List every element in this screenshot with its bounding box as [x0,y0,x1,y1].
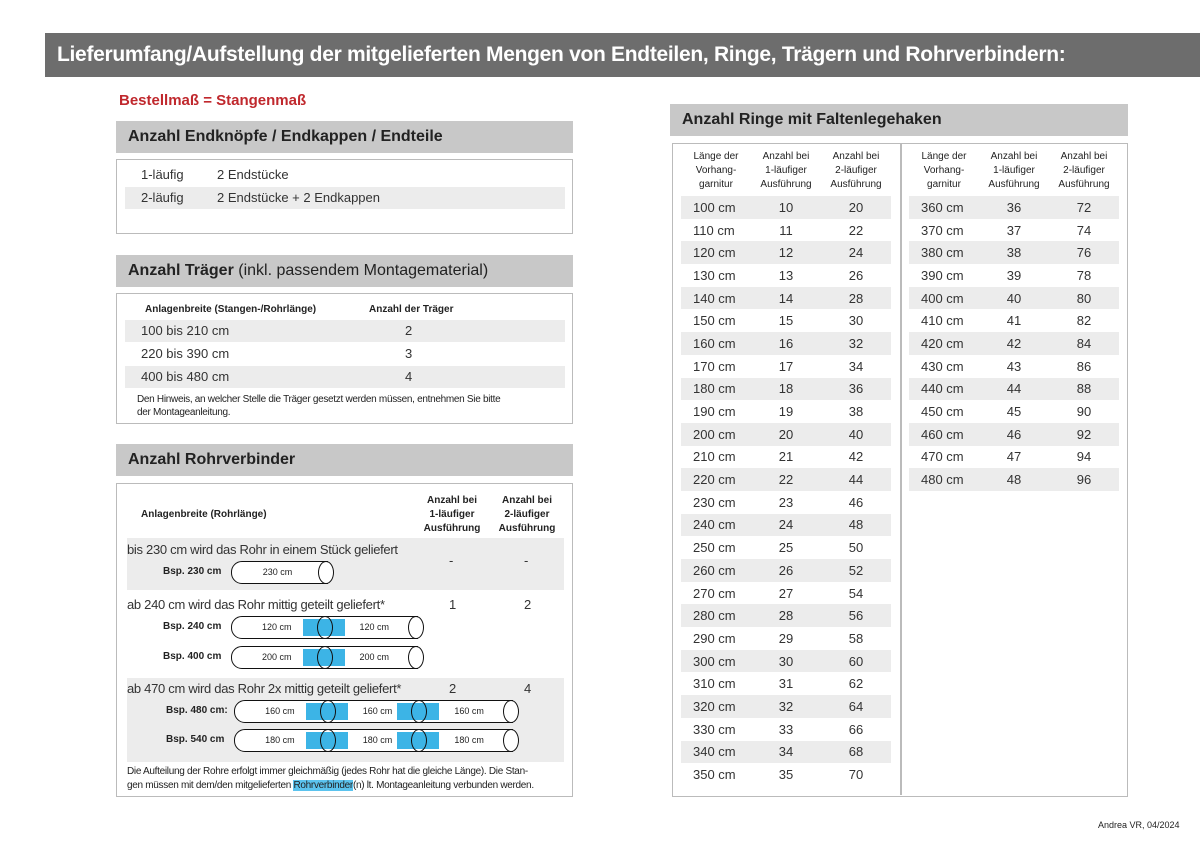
segment-label: 180 cm [265,735,295,745]
table-cell: 48 [979,468,1049,491]
table-row [681,763,891,786]
subtitle: Bestellmaß = Stangenmaß [119,92,307,109]
table-cell: 470 cm [921,449,964,465]
ringe-heading: Anzahl Ringe mit Faltenlegehaken [670,104,1128,136]
table-cell: 41 [1006,313,1022,329]
table-cell: 64 [821,695,891,718]
table-row [681,332,891,355]
col-header: Anzahl bei 1-läufiger Ausführung [988,151,1040,190]
table-cell: 92 [1049,423,1119,446]
table-cell: 88 [1049,378,1119,401]
table-cell: 350 cm [693,767,736,783]
endteile-heading: Anzahl Endknöpfe / Endkappen / Endteile [116,121,573,153]
table-cell: 390 cm [921,267,964,283]
table-row [909,423,1119,446]
note: Die Aufteilung der Rohre erfolgt immer gleichmäßig (jedes Rohr hat die gleiche Länge). Die Stan- [127,766,528,777]
table-cell: 110 cm [693,222,735,238]
table-cell: 130 cm [693,267,736,283]
table-cell: 28 [821,287,891,310]
table-cell: 18 [751,378,821,401]
table-cell: 44 [979,378,1049,401]
table-row [681,491,891,514]
highlight: Rohrverbinder [293,780,353,791]
table-cell: 16 [751,332,821,355]
table-cell: 66 [848,721,864,737]
table-cell: 39 [1006,267,1022,283]
segment-label: 160 cm [454,706,484,716]
table-row [909,355,1119,378]
row-label: 1-läufig [141,167,184,182]
table-cell: 11 [779,222,793,238]
table-cell: 380 cm [909,241,979,264]
table-cell: 290 cm [693,630,736,646]
table-row [909,219,1119,242]
pipe-diagram [231,616,424,639]
table-cell: 43 [1006,358,1022,374]
table-cell: 22 [751,468,821,491]
example-label: Bsp. 540 cm [166,734,225,745]
table-cell: 86 [1076,358,1092,374]
table-row [681,355,891,378]
table-cell: 23 [778,494,794,510]
table-cell: 160 cm [681,332,751,355]
table-row [909,309,1119,332]
table-row [681,695,891,718]
table-cell: 31 [778,676,794,692]
table-cell: 310 cm [693,676,736,692]
count-1: 1 [449,597,457,612]
table-cell: 82 [1076,313,1092,329]
col-header: Anlagenbreite (Stangen-/Rohrlänge) [145,304,317,315]
note: Den Hinweis, an welcher Stelle die Träger gesetzt werden müssen, entnehmen Sie bitte [137,394,501,405]
table-row [909,287,1119,310]
table-cell: 26 [751,559,821,582]
table-cell: 26 [848,267,864,283]
table-cell: 94 [1076,449,1092,465]
table-row [909,378,1119,401]
range: 220 bis 390 cm [141,346,230,361]
example-label: Bsp. 400 cm [163,651,222,662]
endteile-box [116,159,573,234]
table-row [681,718,891,741]
page-title: Lieferumfang/Aufstellung der mitgelieferten Mengen von Endteilen, Ringe, Trägern und Rohrverbindern: [45,33,1200,77]
table-cell: 29 [778,630,794,646]
example-label: Bsp. 480 cm: [166,705,228,716]
count: 2 [405,323,413,338]
example-label: Bsp. 230 cm [163,566,222,577]
table-cell: 68 [821,741,891,764]
table-cell: 78 [1076,267,1092,283]
table-cell: 52 [821,559,891,582]
table-cell: 15 [778,313,794,329]
table-cell: 230 cm [693,494,736,510]
pipe-diagram [234,729,519,752]
table-row [681,627,891,650]
rohr-box [116,483,573,797]
table-cell: 210 cm [693,449,736,465]
table-cell: 48 [821,514,891,537]
table-cell: 20 [751,423,821,446]
table-cell: 20 [821,196,891,219]
pipe-diagram [231,646,424,669]
row-value: 2 Endstücke [217,167,289,182]
divider [900,144,902,795]
table-cell: 47 [1006,449,1022,465]
table-cell: 12 [751,241,821,264]
table-cell: 32 [821,332,891,355]
table-cell: 13 [778,267,794,283]
col-header: Anzahl bei 2-läufiger Ausführung [1058,151,1110,190]
ringe-table-left [681,196,891,786]
table-row [681,423,891,446]
table-row [681,446,891,469]
traeger-row [125,320,565,342]
table-cell: 21 [778,449,794,465]
table-cell: 96 [1049,468,1119,491]
table-row [909,241,1119,264]
col-header: Länge der Vorhang- garnitur [693,151,739,190]
count-1: 2 [449,681,457,696]
table-row [681,468,891,491]
table-cell: 480 cm [909,468,979,491]
table-cell: 33 [778,721,794,737]
table-cell: 32 [751,695,821,718]
table-cell: 76 [1049,241,1119,264]
table-cell: 120 cm [681,241,751,264]
table-cell: 40 [979,287,1049,310]
table-cell: 440 cm [909,378,979,401]
segment-label: 200 cm [359,652,389,662]
table-cell: 46 [848,494,864,510]
table-cell: 320 cm [681,695,751,718]
table-cell: 250 cm [693,540,736,556]
table-row [681,400,891,423]
footer-credit: Andrea VR, 04/2024 [1098,820,1180,830]
table-cell: 34 [751,741,821,764]
traeger-row [125,366,565,388]
table-cell: 27 [778,585,794,601]
segment-label: 160 cm [265,706,295,716]
table-cell: 35 [778,767,794,783]
table-row [681,514,891,537]
table-cell: 150 cm [693,313,736,329]
table-cell: 36 [821,378,891,401]
segment-label: 160 cm [362,706,393,716]
group-text: bis 230 cm wird das Rohr in einem Stück geliefert [127,542,398,557]
table-cell: 360 cm [909,196,979,219]
segment-label: 230 cm [262,567,293,577]
note: der Montageanleitung. [137,407,231,418]
table-cell: 260 cm [681,559,751,582]
table-cell: 72 [1049,196,1119,219]
table-cell: 200 cm [681,423,751,446]
example-label: Bsp. 240 cm [163,621,222,632]
table-cell: 42 [848,449,864,465]
table-row [681,264,891,287]
table-cell: 100 cm [681,196,751,219]
count-1: - [449,553,454,568]
col-header: Anlagenbreite (Rohrlänge) [141,509,267,520]
col-header: Anzahl bei 2-läufiger Ausführung [830,151,882,190]
ringe-box [672,143,1128,797]
table-cell: 54 [848,585,864,601]
table-cell: 56 [821,604,891,627]
table-cell: 37 [1006,222,1022,238]
table-cell: 22 [848,222,864,238]
table-cell: 80 [1049,287,1119,310]
pipe-diagram [231,561,334,584]
row-value: 2 Endstücke + 2 Endkappen [217,190,380,205]
table-cell: 330 cm [693,721,736,737]
table-cell: 400 cm [909,287,979,310]
rohr-heading: Anzahl Rohrverbinder [116,444,573,476]
table-cell: 140 cm [681,287,751,310]
table-cell: 14 [751,287,821,310]
count: 4 [405,369,413,384]
table-cell: 38 [848,404,864,420]
table-cell: 420 cm [909,332,979,355]
group-text: ab 470 cm wird das Rohr 2x mittig geteilt geliefert* [127,681,402,696]
table-cell: 60 [821,650,891,673]
table-row [909,446,1119,469]
count-2: 4 [524,681,532,696]
table-cell: 410 cm [921,313,964,329]
segment-label: 200 cm [261,652,292,662]
table-cell: 62 [848,676,864,692]
segment-label: 180 cm [362,735,393,745]
table-cell: 170 cm [693,358,736,374]
table-cell: 42 [979,332,1049,355]
pipe-diagram [234,700,519,723]
table-cell: 34 [848,358,864,374]
table-row [681,650,891,673]
col-header: Anzahl der Träger [369,304,454,315]
table-row [681,582,891,605]
segment-label: 120 cm [261,622,292,632]
table-cell: 36 [979,196,1049,219]
count: 3 [405,346,413,361]
table-row [909,332,1119,355]
table-cell: 50 [848,540,864,556]
table-cell: 300 cm [681,650,751,673]
table-cell: 30 [751,650,821,673]
table-row [681,604,891,627]
table-cell: 70 [848,767,864,783]
table-row [909,196,1119,219]
table-cell: 45 [1006,404,1022,420]
table-cell: 430 cm [921,358,964,374]
count-2: - [524,553,529,568]
segment-label: 180 cm [454,735,484,745]
range: 400 bis 480 cm [141,369,230,384]
segment-label: 120 cm [359,622,389,632]
table-row [681,309,891,332]
table-row [909,468,1119,491]
count-2: 2 [524,597,532,612]
table-cell: 38 [979,241,1049,264]
table-cell: 460 cm [909,423,979,446]
traeger-box [116,293,573,424]
table-row [681,219,891,242]
traeger-heading [116,255,573,287]
table-cell: 10 [751,196,821,219]
table-cell: 24 [751,514,821,537]
table-cell: 240 cm [681,514,751,537]
table-cell: 74 [1076,222,1092,238]
table-cell: 25 [778,540,794,556]
table-row [681,672,891,695]
group-text: ab 240 cm wird das Rohr mittig geteilt geliefert* [127,597,385,612]
table-cell: 19 [778,404,794,420]
table-cell: 180 cm [681,378,751,401]
table-cell: 30 [848,313,864,329]
table-cell: 280 cm [681,604,751,627]
col-header: Anzahl bei 2-läufiger Ausführung [498,495,556,534]
table-row [681,559,891,582]
table-cell: 340 cm [681,741,751,764]
table-row [681,196,891,219]
col-header: Anzahl bei 1-läufiger Ausführung [423,495,481,534]
table-row [681,287,891,310]
table-row [681,741,891,764]
table-cell: 220 cm [681,468,751,491]
row-label: 2-läufig [141,190,184,205]
heading-bold: Anzahl Träger [128,262,234,279]
ringe-table-right [909,196,1119,491]
range: 100 bis 210 cm [141,323,230,338]
table-cell: 44 [821,468,891,491]
table-cell: 46 [979,423,1049,446]
table-cell: 370 cm [921,222,964,238]
table-cell: 270 cm [693,585,736,601]
heading-rest: (inkl. passendem Montagematerial) [233,262,489,279]
table-row [681,378,891,401]
table-row [909,264,1119,287]
table-cell: 17 [778,358,794,374]
table-cell: 24 [821,241,891,264]
table-row [909,400,1119,423]
table-cell: 40 [821,423,891,446]
note: gen müssen mit dem/den mitgelieferten Rohrverbinder(n) lt. Montageanleitung verbunden werden. [127,780,534,791]
endteile-row [125,187,565,209]
table-row [681,241,891,264]
table-cell: 28 [751,604,821,627]
table-cell: 90 [1076,404,1092,420]
table-cell: 84 [1049,332,1119,355]
col-header: Anzahl bei 1-läufiger Ausführung [760,151,812,190]
table-cell: 190 cm [693,404,736,420]
table-cell: 58 [848,630,864,646]
col-header: Länge der Vorhang- garnitur [921,151,967,190]
table-row [681,536,891,559]
table-cell: 450 cm [921,404,964,420]
